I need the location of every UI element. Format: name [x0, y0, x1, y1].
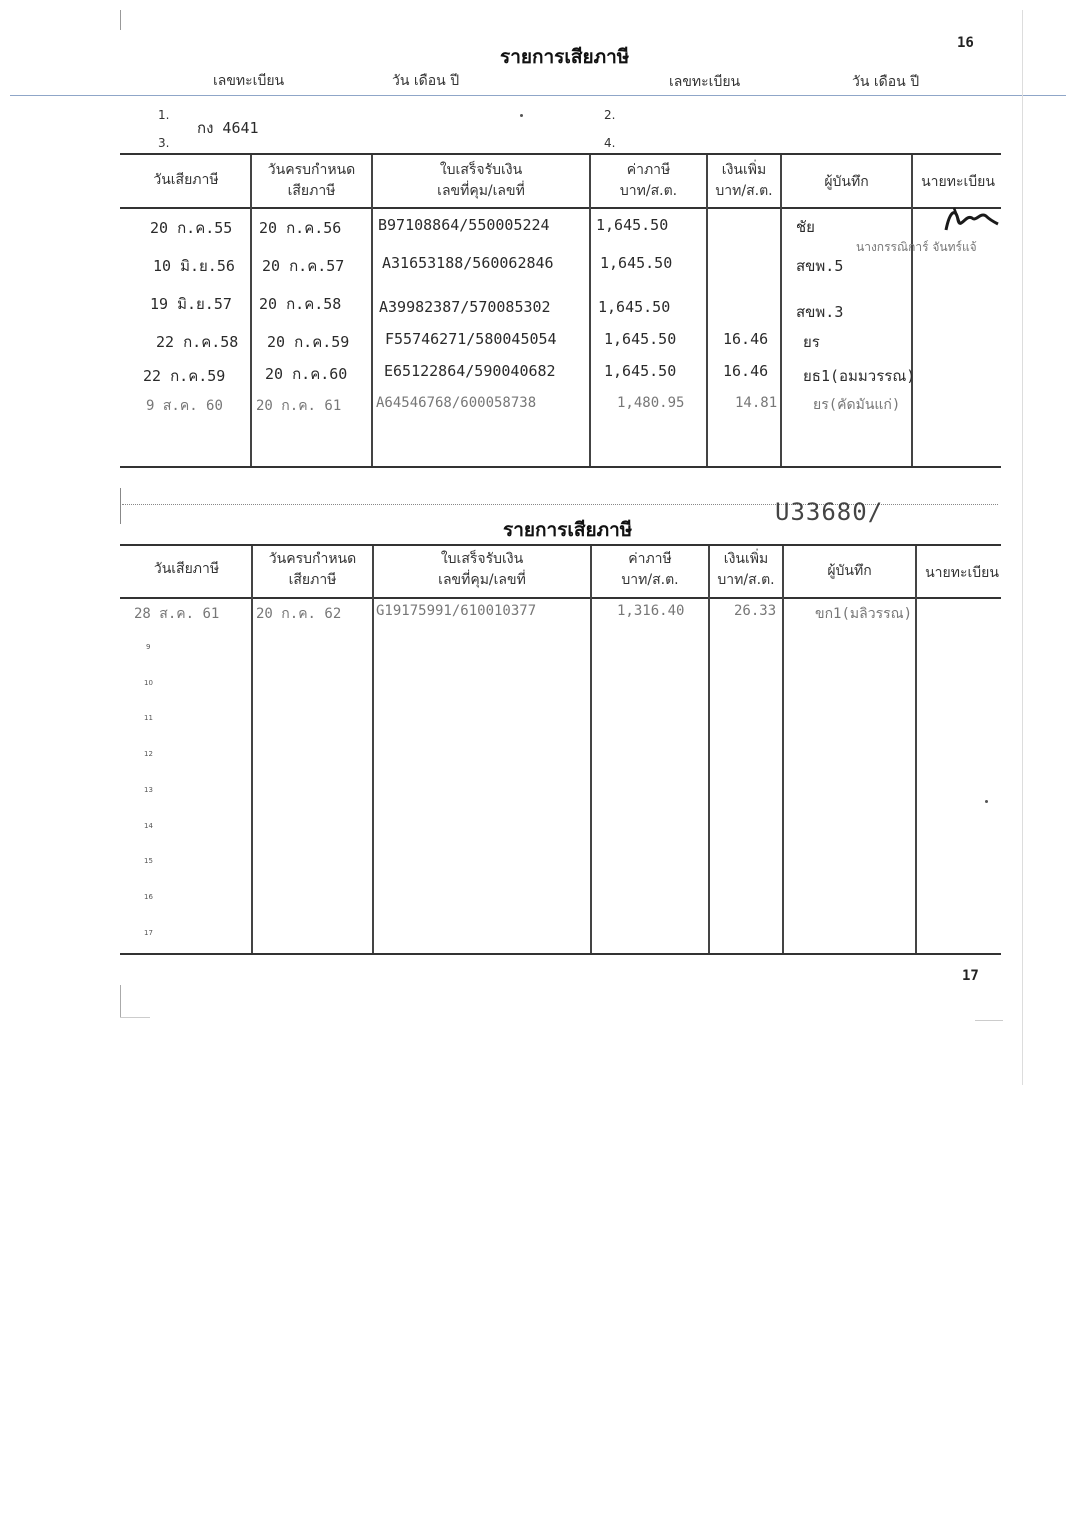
header-surcharge: เงินเพิ่ม บาท/ส.ต. [715, 162, 773, 199]
header-pay-date: วันเสียภาษี [153, 561, 220, 577]
cell-receipt: A39982387/570085302 [379, 298, 551, 316]
slot-value-1: กง 4641 [197, 119, 259, 137]
corner-mark [975, 1020, 1003, 1021]
cell-recorder: ยธ1(อมมวรรณ) [803, 367, 916, 385]
cell-tax: 1,645.50 [598, 298, 671, 316]
header-due-date: วันครบกำหนด เสียภาษี [267, 162, 356, 199]
header-receipt: ใบเสร็จรับเงิน เลขที่คุม/เลขที่ [438, 551, 526, 588]
cell-receipt: A64546768/600058738 [376, 395, 537, 411]
cell-tax: 1,645.50 [604, 330, 677, 348]
cell-tax: 1,316.40 [617, 603, 685, 619]
separator-tick [120, 488, 121, 524]
cell-surcharge: 16.46 [723, 362, 769, 380]
row-number: 12 [144, 750, 153, 758]
cell-surcharge: 14.81 [735, 395, 778, 411]
dot-mark [520, 114, 523, 117]
page-number-bottom: 17 [962, 968, 979, 984]
cell-recorder: สขพ.5 [796, 257, 844, 275]
cell-recorder: ยร [803, 333, 820, 351]
cell-pay-date: 28 ส.ค. 61 [134, 606, 220, 622]
slot-index-1: 1. [158, 108, 170, 122]
cell-pay-date: 20 ก.ค.55 [150, 219, 233, 237]
slot-index-2: 2. [604, 108, 616, 122]
slot-index-3: 3. [158, 136, 170, 150]
header-surcharge: เงินเพิ่ม บาท/ส.ต. [717, 551, 775, 588]
registrar-signature [940, 204, 1000, 236]
header-due-date: วันครบกำหนด เสียภาษี [268, 551, 357, 588]
row-number: 10 [144, 679, 153, 687]
section-title-top: รายการเสียภาษี [500, 46, 630, 68]
cell-due-date: 20 ก.ค.60 [265, 365, 348, 383]
cell-pay-date: 22 ก.ค.58 [156, 333, 239, 351]
cell-due-date: 20 ก.ค.58 [259, 295, 342, 313]
cell-due-date: 20 ก.ค. 62 [256, 606, 342, 622]
date-label-left: วัน เดือน ปี [392, 73, 460, 89]
header-registrar: นายทะเบียน [921, 174, 995, 190]
reg-label-right: เลขทะเบียน [669, 74, 741, 90]
cell-pay-date: 19 มิ.ย.57 [150, 295, 232, 313]
header-recorder: ผู้บันทึก [824, 174, 869, 190]
row-number: 17 [144, 929, 153, 937]
cell-due-date: 20 ก.ค.56 [259, 219, 342, 237]
cell-receipt: E65122864/590040682 [384, 362, 556, 380]
cell-surcharge: 16.46 [723, 330, 769, 348]
right-edge-line [1022, 10, 1023, 1085]
page-number-top: 16 [957, 35, 974, 51]
cell-due-date: 20 ก.ค.59 [267, 333, 350, 351]
row-number: 14 [144, 822, 153, 830]
header-tax: ค่าภาษี บาท/ส.ต. [621, 551, 679, 588]
cell-surcharge: 26.33 [734, 603, 777, 619]
corner-mark [120, 985, 121, 1017]
cell-tax: 1,480.95 [617, 395, 685, 411]
row-number: 9 [146, 643, 151, 651]
slot-index-4: 4. [604, 136, 616, 150]
header-pay-date: วันเสียภาษี [153, 172, 219, 188]
row-number: 15 [144, 857, 153, 865]
cell-receipt: F55746271/580045054 [385, 330, 557, 348]
cell-receipt: B97108864/550005224 [378, 216, 550, 234]
cell-pay-date: 10 มิ.ย.56 [153, 257, 235, 275]
cell-due-date: 20 ก.ค.57 [262, 257, 345, 275]
cell-pay-date: 22 ก.ค.59 [143, 367, 226, 385]
cell-tax: 1,645.50 [596, 216, 669, 234]
row-number: 16 [144, 893, 153, 901]
cell-recorder: ขก1(มลิวรรณ) [815, 606, 913, 622]
corner-mark [120, 1017, 150, 1018]
cell-tax: 1,645.50 [600, 254, 673, 272]
margin-mark [120, 10, 121, 30]
header-receipt: ใบเสร็จรับเงิน เลขที่คุม/เลขที่ [437, 162, 525, 199]
row-number: 11 [144, 714, 153, 722]
registrar-note: นางกรรณิการ์ จันทร์แจ้ [856, 240, 977, 254]
cell-tax: 1,645.50 [604, 362, 677, 380]
cell-pay-date: 9 ส.ค. 60 [146, 398, 223, 414]
cell-recorder: ยร(คัดมันแก่) [813, 397, 901, 413]
cell-due-date: 20 ก.ค. 61 [256, 398, 342, 414]
dot-mark [985, 800, 988, 803]
cell-recorder: ชัย [796, 218, 815, 236]
cell-receipt: A31653188/560062846 [382, 254, 554, 272]
date-label-right: วัน เดือน ปี [852, 74, 920, 90]
header-registrar: นายทะเบียน [925, 565, 999, 581]
header-tax: ค่าภาษี บาท/ส.ต. [619, 162, 678, 199]
section-title-bottom: รายการเสียภาษี [503, 519, 633, 541]
scan-line [10, 95, 1066, 96]
header-recorder: ผู้บันทึก [827, 563, 872, 579]
row-number: 13 [144, 786, 153, 794]
cell-recorder: สขพ.3 [796, 303, 844, 321]
cell-receipt: G19175991/610010377 [376, 603, 537, 619]
reg-label-left: เลขทะเบียน [213, 73, 285, 89]
serial-stamp: U33680/ [775, 498, 884, 526]
